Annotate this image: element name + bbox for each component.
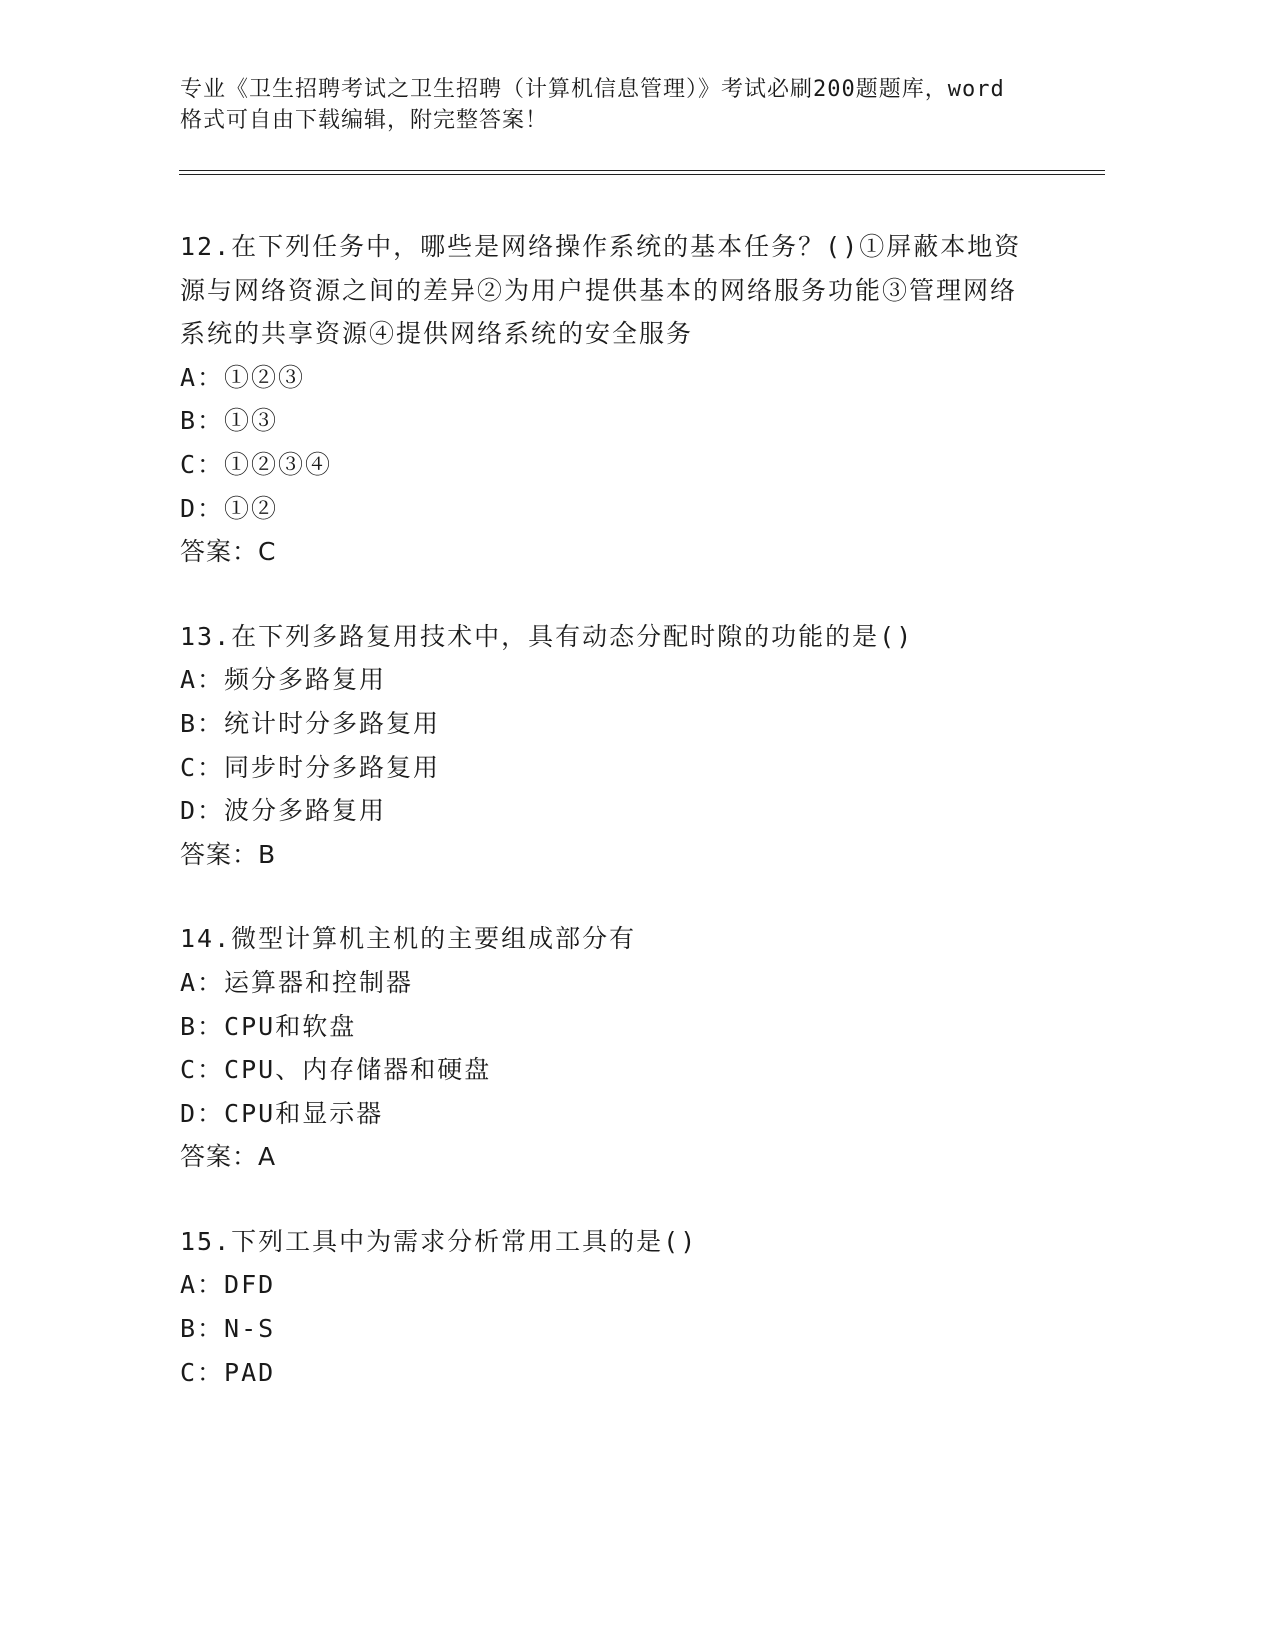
option-c: C：CPU、内存储器和硬盘	[180, 1055, 492, 1085]
header-line-1: 专业《卫生招聘考试之卫生招聘（计算机信息管理）》考试必刷200题题库，word	[180, 77, 1005, 102]
option-a: A：DFD	[180, 1270, 276, 1300]
question-stem: 12.在下列任务中，哪些是网络操作系统的基本任务？()①屏蔽本地资源与网络资源之间的差异②为用户提供基本的网络服务功能③管理网络系统的共享资源④提供网络系统的安全服务	[180, 232, 1022, 349]
question-15	[180, 1220, 1040, 1394]
option-c: C：①②③④	[180, 449, 333, 479]
question-list	[180, 225, 1040, 1435]
option-c: C：同步时分多路复用	[180, 752, 441, 782]
question-stem: 13.在下列多路复用技术中，具有动态分配时隙的功能的是()	[180, 621, 914, 651]
answer: 答案：B	[180, 839, 277, 869]
option-a: A：运算器和控制器	[180, 967, 414, 997]
option-b: B：统计时分多路复用	[180, 708, 441, 738]
option-a: A：频分多路复用	[180, 665, 387, 695]
question-12	[180, 225, 1040, 574]
option-d: D：波分多路复用	[180, 796, 387, 826]
question-13	[180, 615, 1040, 877]
document-header	[180, 74, 1050, 136]
option-c: C：PAD	[180, 1357, 276, 1387]
question-stem: 14.微型计算机主机的主要组成部分有	[180, 924, 637, 954]
option-b: B：CPU和软盘	[180, 1011, 357, 1041]
header-line-2: 格式可自由下载编辑，附完整答案！	[180, 108, 549, 133]
answer: 答案：A	[180, 1142, 277, 1172]
question-14	[180, 917, 1040, 1179]
header-rule-bottom	[179, 174, 1105, 175]
answer: 答案：C	[180, 537, 277, 567]
header-rule-top	[179, 170, 1105, 171]
option-b: B：①③	[180, 406, 279, 436]
option-d: D：CPU和显示器	[180, 1098, 384, 1128]
option-b: B：N-S	[180, 1314, 276, 1344]
option-d: D：①②	[180, 493, 279, 523]
question-stem: 15.下列工具中为需求分析常用工具的是()	[180, 1226, 698, 1256]
option-a: A：①②③	[180, 362, 306, 392]
